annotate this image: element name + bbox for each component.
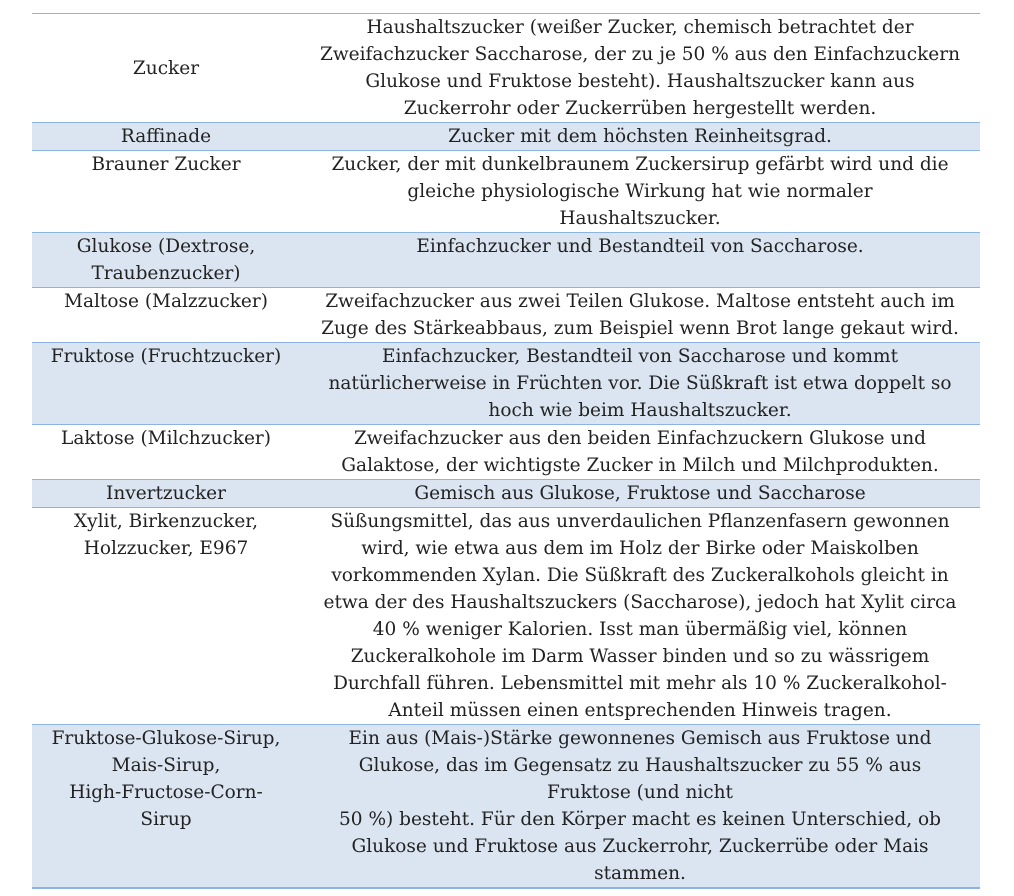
term-text: Fruktose-Glukose-Sirup, <box>51 728 281 749</box>
term-cell <box>32 123 300 151</box>
term-text: Laktose (Milchzucker) <box>61 428 271 449</box>
description-text: Ein aus (Mais-)Stärke gewonnenes Gemisch aus Fruktose und <box>348 728 932 749</box>
description-cell <box>300 425 980 480</box>
description-cell <box>300 14 980 123</box>
description-cell <box>300 288 980 343</box>
description-text: wird, wie etwa aus dem im Holz der Birke oder Maiskolben <box>361 538 919 559</box>
description-cell <box>300 343 980 425</box>
term-text: Mais-Sirup, <box>111 755 221 776</box>
table-row <box>32 480 980 508</box>
description-text: etwa der des Haushaltszuckers (Saccharose), jedoch hat Xylit circa <box>323 592 957 613</box>
description-text: natürlicherweise in Früchten vor. Die Süßkraft ist etwa doppelt so <box>328 373 952 394</box>
description-text: hoch wie beim Haushaltszucker. <box>488 400 792 421</box>
term-text: Invertzucker <box>106 483 226 504</box>
description-text: Haushaltszucker. <box>559 208 721 229</box>
term-text: Sirup <box>140 809 192 830</box>
description-text: Einfachzucker und Bestandteil von Saccharose. <box>416 236 864 257</box>
description-text: Zuckeralkohole im Darm Wasser binden und so zu wässrigem <box>350 646 930 667</box>
description-text: Zucker, der mit dunkelbraunem Zuckersirup gefärbt wird und die <box>331 154 949 175</box>
term-cell <box>32 425 300 480</box>
description-text: Zucker mit dem höchsten Reinheitsgrad. <box>448 126 832 147</box>
table-row <box>32 151 980 233</box>
term-text: Fruktose (Fruchtzucker) <box>50 346 282 367</box>
description-text: vorkommenden Xylan. Die Süßkraft des Zuckeralkohols gleicht in <box>331 565 949 586</box>
description-text: Glukose und Fruktose besteht). Haushaltszucker kann aus <box>365 71 915 92</box>
description-text: Zweifachzucker Saccharose, der zu je 50 % aus den Einfachzuckern <box>319 44 960 65</box>
sugar-glossary-table-wrapper <box>32 13 980 889</box>
term-text: Raffinade <box>120 126 212 147</box>
term-text: Glukose (Dextrose, <box>76 236 256 257</box>
description-cell <box>300 508 980 725</box>
description-text: stammen. <box>594 863 686 884</box>
description-text: 40 % weniger Kalorien. Isst man übermäßig viel, können <box>372 619 908 640</box>
table-row <box>32 288 980 343</box>
table-row <box>32 14 980 123</box>
term-cell <box>32 233 300 288</box>
description-cell <box>300 725 980 889</box>
description-text: Galaktose, der wichtigste Zucker in Milch und Milchprodukten. <box>341 455 939 476</box>
description-cell <box>300 151 980 233</box>
table-row <box>32 425 980 480</box>
term-text: High-Fructose-Corn- <box>69 782 263 803</box>
description-text: Fruktose (und nicht <box>546 782 733 803</box>
description-text: gleiche physiologische Wirkung hat wie normaler <box>407 181 873 202</box>
sugar-glossary-table <box>32 13 980 889</box>
description-text: Durchfall führen. Lebensmittel mit mehr als 10 % Zuckeralkohol- <box>333 673 947 694</box>
description-cell <box>300 480 980 508</box>
term-text: Holzzucker, E967 <box>83 538 249 559</box>
term-text: Xylit, Birkenzucker, <box>74 511 258 532</box>
term-cell <box>32 508 300 725</box>
table-row <box>32 343 980 425</box>
term-cell <box>32 14 300 123</box>
term-text: Zucker <box>132 57 200 79</box>
description-text: Zuge des Stärkeabbaus, zum Beispiel wenn Brot lange gekaut wird. <box>321 318 959 339</box>
description-cell <box>300 123 980 151</box>
term-cell <box>32 288 300 343</box>
term-cell <box>32 151 300 233</box>
description-text: Glukose, das im Gegensatz zu Haushaltszucker zu 55 % aus <box>358 755 922 776</box>
term-cell <box>32 343 300 425</box>
term-text: Traubenzucker) <box>91 263 241 284</box>
description-text: Glukose und Fruktose aus Zuckerrohr, Zuckerrübe oder Mais <box>351 836 929 857</box>
description-text: 50 %) besteht. Für den Körper macht es keinen Unterschied, ob <box>339 809 941 830</box>
table-row <box>32 233 980 288</box>
term-cell <box>32 725 300 889</box>
description-cell <box>300 233 980 288</box>
description-text: Zuckerrohr oder Zuckerrüben hergestellt werden. <box>403 98 877 119</box>
term-text: Maltose (Malzzucker) <box>64 291 268 312</box>
table-row <box>32 123 980 151</box>
term-text: Brauner Zucker <box>91 154 241 175</box>
description-text: Zweifachzucker aus den beiden Einfachzuckern Glukose und <box>353 428 927 449</box>
table-row <box>32 725 980 889</box>
description-text: Einfachzucker, Bestandteil von Saccharose und kommt <box>381 346 899 367</box>
description-text: Haushaltszucker (weißer Zucker, chemisch betrachtet der <box>366 17 914 38</box>
table-row <box>32 508 980 725</box>
description-text: Gemisch aus Glukose, Fruktose und Saccharose <box>414 483 866 504</box>
description-text: Süßungsmittel, das aus unverdaulichen Pflanzenfasern gewonnen <box>330 511 950 532</box>
term-cell <box>32 480 300 508</box>
description-text: Zweifachzucker aus zwei Teilen Glukose. Maltose entsteht auch im <box>325 291 955 312</box>
description-text: Anteil müssen einen entsprechenden Hinweis tragen. <box>388 700 892 721</box>
